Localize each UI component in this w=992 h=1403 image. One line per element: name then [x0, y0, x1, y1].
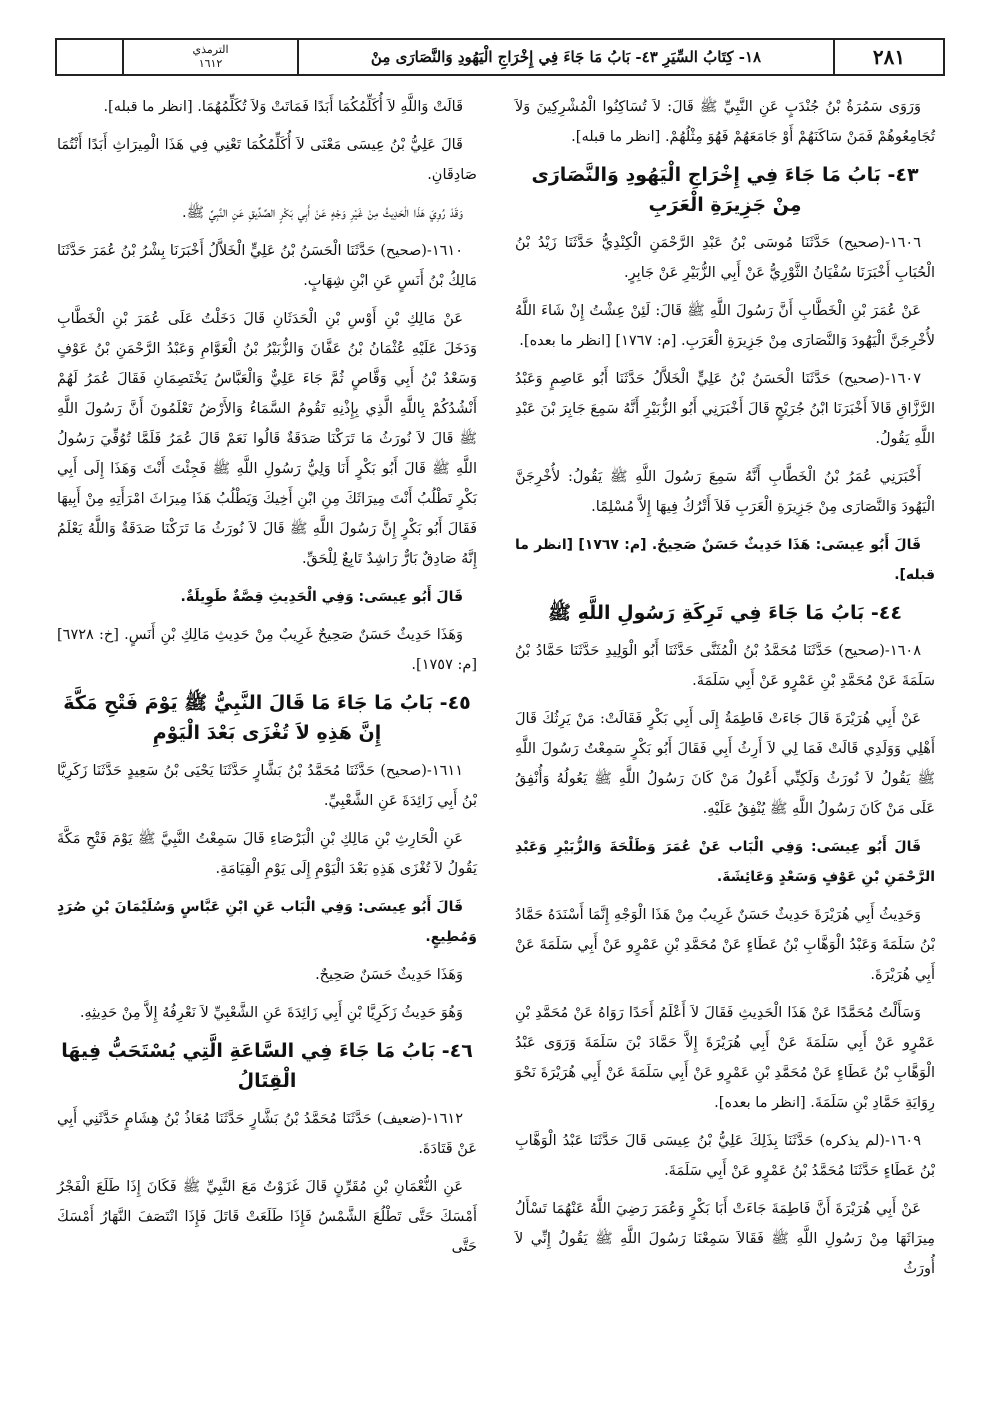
chapter-heading: ٤٤- بَابُ مَا جَاءَ فِي تَرِكَةِ رَسُولِ اللَّهِ ﷺ: [548, 602, 902, 624]
book-reference: [122, 40, 297, 74]
hadith-paragraph: ١٦٠٦-(صحيح) حَدَّثَنَا مُوسَى بْنُ عَبْدِ الرَّحْمَنِ الْكِنْدِيُّ حَدَّثَنَا زَيْدُ بْنُ الْحُبَابِ أَخْبَرَنَا سُفْيَانُ الثَّوْرِيُّ عَنْ أَبِي الزُّبَيْرِ عَنْ جَابِرٍ.: [515, 235, 935, 281]
book-reference-name: الترمذي: [192, 43, 229, 56]
hadith-paragraph: عَنْ مَالِكِ بْنِ أَوْسِ بْنِ الْحَدَثَانِ قَالَ دَخَلْتُ عَلَى عُمَرَ بْنِ الْخَطَّابِ وَدَخَلَ عَلَيْهِ عُثْمَانُ بْنُ عَفَّانَ وَالزُّبَيْرُ بْنُ الْعَوَّامِ وَعَبْدُ الرَّحْمَنِ بْنُ عَوْفٍ وَسَعْدُ بْنُ أَبِي وَقَّاصٍ ثُمَّ جَاءَ عَلِيٌّ وَالْعَبَّاسُ يَخْتَصِمَانِ فَقَالَ عُمَرُ لَهُمْ أَنْشُدُكُمْ بِاللَّهِ الَّذِي بِإِذْنِهِ تَقُومُ السَّمَاءُ وَالأَرْضُ تَعْلَمُونَ أَنَّ رَسُولَ اللَّهِ ﷺ قَالَ لاَ نُورَثُ مَا تَرَكْنَا صَدَقَةٌ قَالُوا نَعَمْ قَالَ عُمَرُ فَلَمَّا تُوُفِّيَ رَسُولُ اللَّهِ ﷺ قَالَ أَبُو بَكْرٍ أَنَا وَلِيُّ رَسُولِ اللَّهِ ﷺ فَجِئْتَ أَنْتَ وَهَذَا إِلَى أَبِي بَكْرٍ تَطْلُبُ أَنْتَ مِيرَاثَكَ مِنِ ابْنِ أَخِيكَ وَيَطْلُبُ هَذَا مِيرَاثَ امْرَأَتِهِ مِنْ أَبِيهَا فَقَالَ أَبُو بَكْرٍ إِنَّ رَسُولَ اللَّهِ ﷺ قَالَ لاَ نُورَثُ مَا تَرَكْنَا صَدَقَةٌ وَاللَّهُ يَعْلَمُ إِنَّهُ صَادِقٌ بَارٌّ رَاشِدٌ تَابِعٌ لِلْحَقِّ.: [57, 311, 477, 567]
hadith-paragraph: وَهَذَا حَدِيثٌ حَسَنٌ صَحِيحٌ.: [315, 967, 463, 983]
chapter-heading: ٤٣- بَابُ مَا جَاءَ فِي إِخْرَاجِ الْيَهُودِ وَالنَّصَارَى مِنْ جَزِيرَةِ الْعَرَبِ: [531, 164, 919, 216]
commentary-note: قَالَ أَبُو عِيسَى: وَفِي الْبَاب عَنْ عُمَرَ وَطَلْحَةَ وَالزُّبَيْرِ وَعَبْدِ الرَّحْمَنِ بْنِ عَوْفٍ وَسَعْدٍ وَعَائِشَةَ.: [515, 839, 935, 885]
hadith-paragraph: ١٦٠٨-(صحيح) حَدَّثَنَا مُحَمَّدُ بْنُ الْمُثَنَّى حَدَّثَنَا أَبُو الْوَلِيدِ حَدَّثَنَا حَمَّادُ بْنُ سَلَمَةَ عَنْ مُحَمَّدِ بْنِ عَمْرٍو عَنْ أَبِي سَلَمَةَ.: [515, 643, 935, 689]
hadith-paragraph: وَسَأَلْتُ مُحَمَّدًا عَنْ هَذَا الْحَدِيثِ فَقَالَ لاَ أَعْلَمُ أَحَدًا رَوَاهُ عَنْ مُحَمَّدِ بْنِ عَمْرٍو عَنْ أَبِي سَلَمَةَ عَنْ أَبِي هُرَيْرَةَ إِلاَّ حَمَّادَ بْنَ سَلَمَةَ وَرَوَى عَبْدُ الْوَهَّابِ بْنُ عَطَاءٍ عَنْ مُحَمَّدِ بْنِ عَمْرٍو عَنْ أَبِي سَلَمَةَ عَنْ أَبِي هُرَيْرَةَ نَحْوَ رِوَايَةِ حَمَّادِ بْنِ سَلَمَةَ. [انظر ما بعده].: [515, 1005, 935, 1111]
page-number: ٢٨١: [833, 40, 943, 74]
left-column: [57, 92, 477, 1270]
hadith-paragraph: ١٦٠٧-(صحيح) حَدَّثَنَا الْحَسَنُ بْنُ عَلِيٍّ الْخَلاَّلُ حَدَّثَنَا أَبُو عَاصِمٍ وَعَبْدُ الرَّزَّاقِ قَالاَ أَخْبَرَنَا ابْنُ جُرَيْجٍ قَالَ أَخْبَرَنِي أَبُو الزُّبَيْرِ أَنَّهُ سَمِعَ جَابِرَ بْنَ عَبْدِ اللَّهِ يَقُولُ.: [515, 371, 935, 447]
running-title: ١٨- كِتَابُ السِّيَرِ ٤٣- بَابُ مَا جَاءَ فِي إِخْرَاجِ الْيَهُودِ وَالنَّصَارَى مِنْ: [297, 40, 833, 74]
page-header: [55, 38, 945, 76]
hadith-paragraph: وَهُوَ حَدِيثُ زَكَرِيَّا بْنِ أَبِي زَائِدَةَ عَنِ الشَّعْبِيِّ لاَ نَعْرِفُهُ إِلاَّ مِنْ حَدِيثِهِ.: [79, 1005, 463, 1021]
hadith-paragraph: قَالَ عَلِيُّ بْنُ عِيسَى مَعْنَى لاَ أُكَلِّمُكُمَا تَعْنِي فِي هَذَا الْمِيرَاثِ أَبَدًا أَنْتُمَا صَادِقَانِ.: [57, 137, 477, 183]
hadith-paragraph: أَخْبَرَنِي عُمَرُ بْنُ الْخَطَّابِ أَنَّهُ سَمِعَ رَسُولَ اللَّهِ ﷺ يَقُولُ: لأُخْرِجَنَّ الْيَهُودَ وَالنَّصَارَى مِنْ جَزِيرَةِ الْعَرَبِ فَلاَ أَتْرُكُ فِيهَا إِلاَّ مُسْلِمًا.: [515, 469, 935, 515]
hadith-paragraph: ١٦١٢-(ضعيف) حَدَّثَنَا مُحَمَّدُ بْنُ بَشَّارٍ حَدَّثَنَا مُعَاذُ بْنُ هِشَامٍ حَدَّثَنِي أَبِي عَنْ قَتَادَةَ.: [57, 1111, 477, 1157]
hadith-paragraph: ١٦٠٩-(لم يذكره) حَدَّثَنَا بِذَلِكَ عَلِيُّ بْنُ عِيسَى قَالَ حَدَّثَنَا عَبْدُ الْوَهَّابِ بْنُ عَطَاءٍ حَدَّثَنَا مُحَمَّدُ بْنُ عَمْرٍو عَنْ أَبِي سَلَمَةَ.: [515, 1133, 935, 1179]
chapter-heading: ٤٦- بَابُ مَا جَاءَ فِي السَّاعَةِ الَّتِي يُسْتَحَبُّ فِيهَا الْقِتَالُ: [61, 1040, 473, 1092]
hadith-paragraph: عَنِ النُّعْمَانِ بْنِ مُقَرِّنٍ قَالَ غَزَوْتُ مَعَ النَّبِيِّ ﷺ فَكَانَ إِذَا طَلَعَ الْفَجْرُ أَمْسَكَ حَتَّى تَطْلُعَ الشَّمْسُ فَإِذَا طَلَعَتْ قَاتَلَ فَإِذَا انْتَصَفَ النَّهَارُ أَمْسَكَ حَتَّى: [57, 1179, 477, 1255]
chapter-heading: ٤٥- بَابُ مَا جَاءَ مَا قَالَ النَّبِيُّ ﷺ يَوْمَ فَتْحِ مَكَّةَ إِنَّ هَذِهِ لاَ تُغْزَى بَعْدَ الْيَوْمِ: [63, 692, 471, 744]
book-reference-number: ١٦١٢: [198, 57, 223, 70]
hadith-paragraph: وَهَذَا حَدِيثٌ حَسَنٌ صَحِيحٌ غَرِيبٌ مِنْ حَدِيثِ مَالِكِ بْنِ أَنَسٍ. [خ: ٦٧٢٨] [م: ١٧٥٧].: [57, 627, 477, 673]
right-column: [515, 92, 935, 1292]
commentary-note: قَالَ أَبُو عِيسَى: وَفِي الْبَاب عَنِ ابْنِ عَبَّاسٍ وَسُلَيْمَانَ بْنِ صُرَدٍ وَمُطِيعٍ.: [57, 899, 477, 945]
header-blank-cell: [57, 40, 122, 74]
hadith-paragraph: عَنِ الْحَارِثِ بْنِ مَالِكِ بْنِ الْبَرْصَاءِ قَالَ سَمِعْتُ النَّبِيَّ ﷺ يَوْمَ فَتْحِ مَكَّةَ يَقُولُ لاَ تُغْزَى هَذِهِ بَعْدَ الْيَوْمِ إِلَى يَوْمِ الْقِيَامَةِ.: [57, 831, 477, 877]
hadith-paragraph: عَنْ عُمَرَ بْنِ الْخَطَّابِ أَنَّ رَسُولَ اللَّهِ ﷺ قَالَ: لَئِنْ عِشْتُ إِنْ شَاءَ اللَّهُ لأُخْرِجَنَّ الْيَهُودَ وَالنَّصَارَى مِنْ جَزِيرَةِ الْعَرَبِ. [م: ١٧٦٧] [انظر ما بعده].: [515, 303, 935, 349]
hadith-paragraph: ١٦١١-(صحيح) حَدَّثَنَا مُحَمَّدُ بْنُ بَشَّارٍ حَدَّثَنَا يَحْيَى بْنُ سَعِيدٍ حَدَّثَنَا زَكَرِيَّا بْنُ أَبِي زَائِدَةَ عَنِ الشَّعْبِيِّ.: [57, 763, 477, 809]
hadith-paragraph: قَالَتْ وَاللَّهِ لاَ أُكَلِّمُكُمَا أَبَدًا فَمَاتَتْ وَلاَ تُكَلِّمُهُمَا. [انظر ما قبله].: [103, 99, 463, 115]
hadith-paragraph: عَنْ أَبِي هُرَيْرَةَ قَالَ جَاءَتْ فَاطِمَةُ إِلَى أَبِي بَكْرٍ فَقَالَتْ: مَنْ يَرِثُكَ قَالَ أَهْلِي وَوَلَدِي قَالَتْ فَمَا لِي لاَ أَرِثُ أَبِي فَقَالَ أَبُو بَكْرٍ سَمِعْتُ رَسُولَ اللَّهِ ﷺ يَقُولُ لاَ نُورَثُ وَلَكِنِّي أَعُولُ مَنْ كَانَ رَسُولُ اللَّهِ ﷺ يَعُولُهُ وَأُنْفِقُ عَلَى مَنْ كَانَ رَسُولُ اللَّهِ ﷺ يُنْفِقُ عَلَيْهِ.: [515, 711, 935, 817]
commentary-note: قَالَ أَبُو عِيسَى: وَفِي الْحَدِيثِ قِصَّةٌ طَوِيلَةٌ.: [180, 589, 463, 605]
hadith-paragraph: وَرَوَى سَمُرَةُ بْنُ جُنْدَبٍ عَنِ النَّبِيِّ ﷺ قَالَ: لاَ تُسَاكِنُوا الْمُشْرِكِينَ وَلاَ تُجَامِعُوهُمْ فَمَنْ سَاكَنَهُمْ أَوْ جَامَعَهُمْ فَهُوَ مِثْلُهُمْ. [انظر ما قبله].: [515, 99, 935, 145]
hadith-paragraph: ١٦١٠-(صحيح) حَدَّثَنَا الْحَسَنُ بْنُ عَلِيٍّ الْخَلاَّلُ أَخْبَرَنَا بِشْرُ بْنُ عُمَرَ حَدَّثَنَا مَالِكُ بْنُ أَنَسٍ عَنِ ابْنِ شِهَابٍ.: [57, 243, 477, 289]
commentary-note: قَالَ أَبُو عِيسَى: هَذَا حَدِيثٌ حَسَنٌ صَحِيحٌ. [م: ١٧٦٧] [انظر ما قبله].: [515, 537, 935, 583]
hadith-paragraph: وَقَدْ رُوِيَ هَذَا الْحَدِيثُ مِنْ غَيْرِ وَجْهٍ عَنْ أَبِي بَكْرٍ الصِّدِّيقِ عَنِ النَّبِيِّ ﷺ.: [182, 205, 463, 221]
hadith-paragraph: عَنْ أَبِي هُرَيْرَةَ أَنَّ فَاطِمَةَ جَاءَتْ أَبَا بَكْرٍ وَعُمَرَ رَضِيَ اللَّهُ عَنْهُمَا تَسْأَلُ مِيرَاثَهَا مِنْ رَسُولِ اللَّهِ ﷺ فَقَالاَ سَمِعْنَا رَسُولَ اللَّهِ ﷺ يَقُولُ إِنِّي لاَ أُورَثُ: [515, 1201, 935, 1277]
hadith-paragraph: وَحَدِيثُ أَبِي هُرَيْرَةَ حَدِيثٌ حَسَنٌ غَرِيبٌ مِنْ هَذَا الْوَجْهِ إِنَّمَا أَسْنَدَهُ حَمَّادُ بْنُ سَلَمَةَ وَعَبْدُ الْوَهَّابِ بْنُ عَطَاءٍ عَنْ مُحَمَّدِ بْنِ عَمْرٍو عَنْ أَبِي سَلَمَةَ عَنْ أَبِي هُرَيْرَةَ.: [515, 907, 935, 983]
